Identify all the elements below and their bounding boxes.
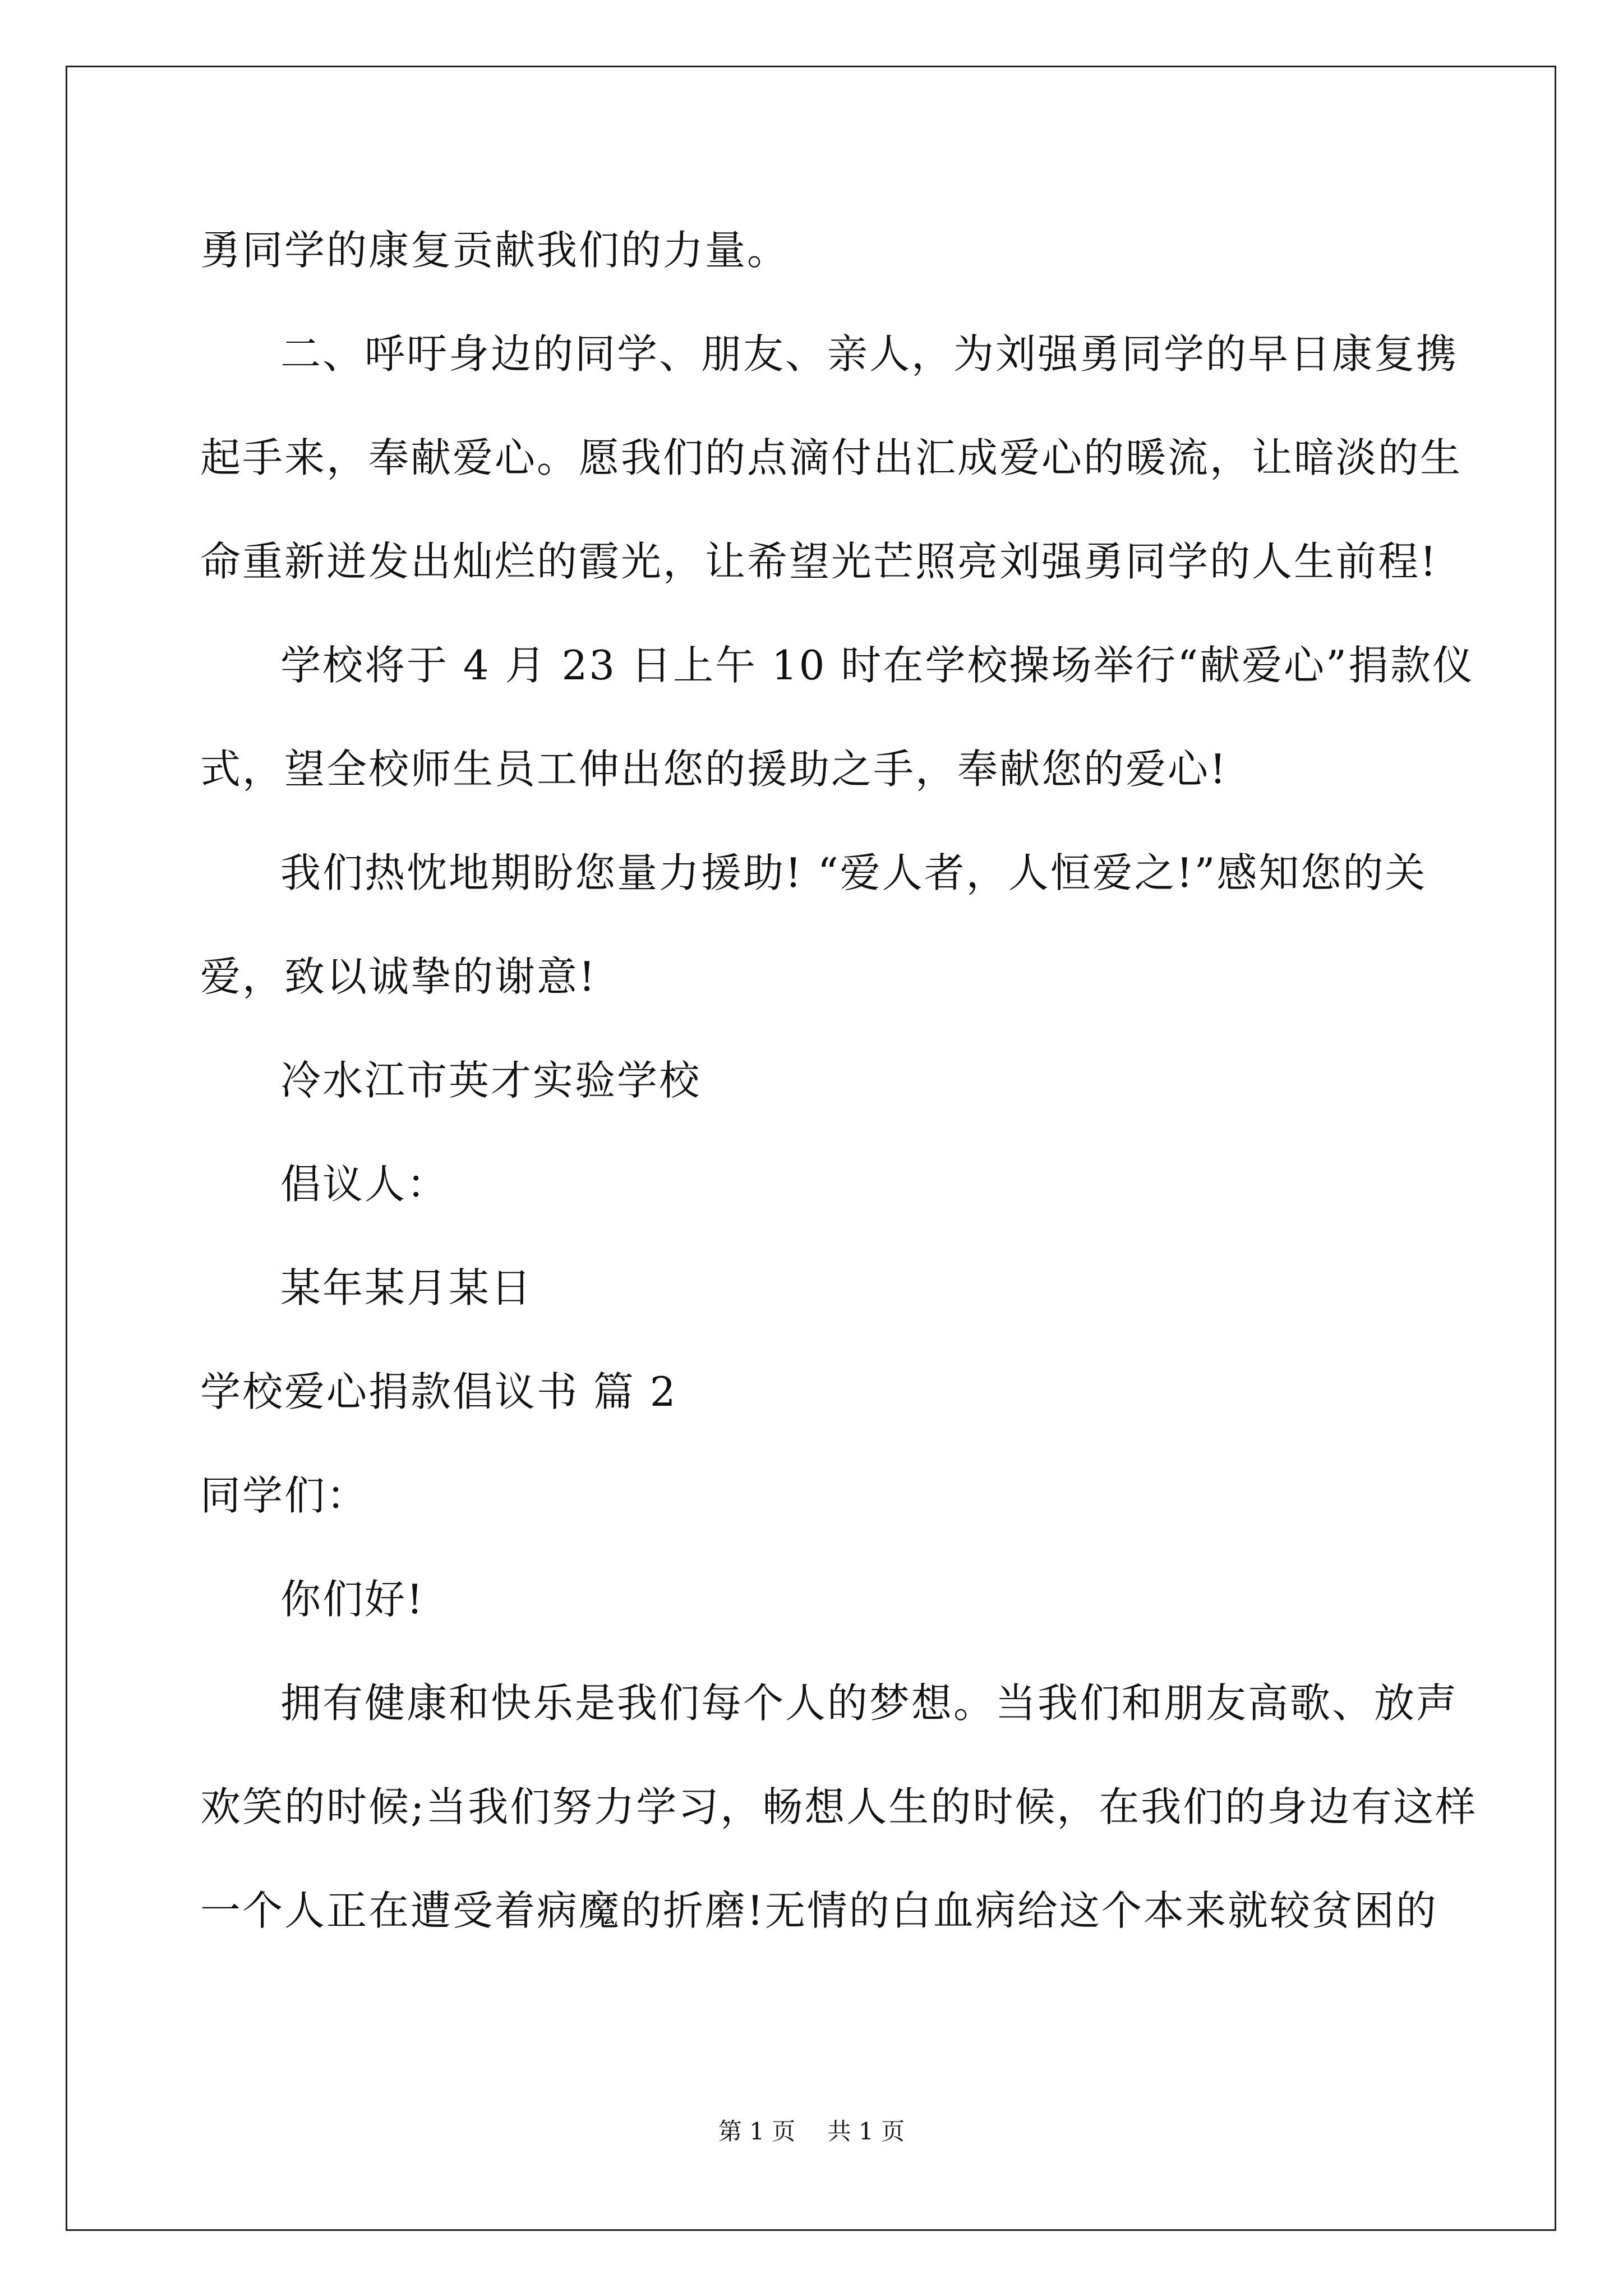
text-line-15: 拥有健康和快乐是我们每个人的梦想。当我们和朋友高歌、放声 xyxy=(280,1680,1459,1727)
text-line-17: 一个人正在遭受着病魔的折磨!无情的白血病给这个本来就较贫困的 xyxy=(200,1887,1438,1934)
text-line-2: 二、呼吁身边的同学、朋友、亲人，为刘强勇同学的早日康复携 xyxy=(280,330,1459,378)
initiator-label: 倡议人： xyxy=(280,1161,449,1208)
text-line-3: 起手来，奉献爱心。愿我们的点滴付出汇成爱心的暖流，让暗淡的生 xyxy=(200,434,1463,481)
text-line-7: 我们热忱地期盼您量力援助! “爱人者，人恒爱之!”感知您的关 xyxy=(280,849,1427,896)
text-line-4: 命重新迸发出灿烂的霞光，让希望光芒照亮刘强勇同学的人生前程! xyxy=(200,538,1438,585)
date-line: 某年某月某日 xyxy=(280,1264,533,1312)
page-total: 共 1 页 xyxy=(827,2118,905,2145)
section-heading: 学校爱心捐款倡议书 篇 2 xyxy=(200,1368,677,1415)
page-footer xyxy=(0,2116,1623,2147)
text-line-16: 欢笑的时候;当我们努力学习，畅想人生的时候，在我们的身边有这样 xyxy=(200,1783,1478,1830)
salutation: 同学们： xyxy=(200,1472,369,1519)
text-line-6: 式，望全校师生员工伸出您的援助之手，奉献您的爱心! xyxy=(200,746,1228,793)
school-name: 冷水江市英才实验学校 xyxy=(280,1057,702,1104)
greeting: 你们好! xyxy=(280,1576,425,1623)
text-line-1: 勇同学的康复贡献我们的力量。 xyxy=(200,227,790,274)
text-line-8: 爱，致以诚挚的谢意! xyxy=(200,953,597,1000)
text-line-5: 学校将于 4 月 23 日上午 10 时在学校操场举行“献爱心”捐款仪 xyxy=(280,642,1474,689)
page-number: 第 1 页 xyxy=(718,2118,796,2145)
